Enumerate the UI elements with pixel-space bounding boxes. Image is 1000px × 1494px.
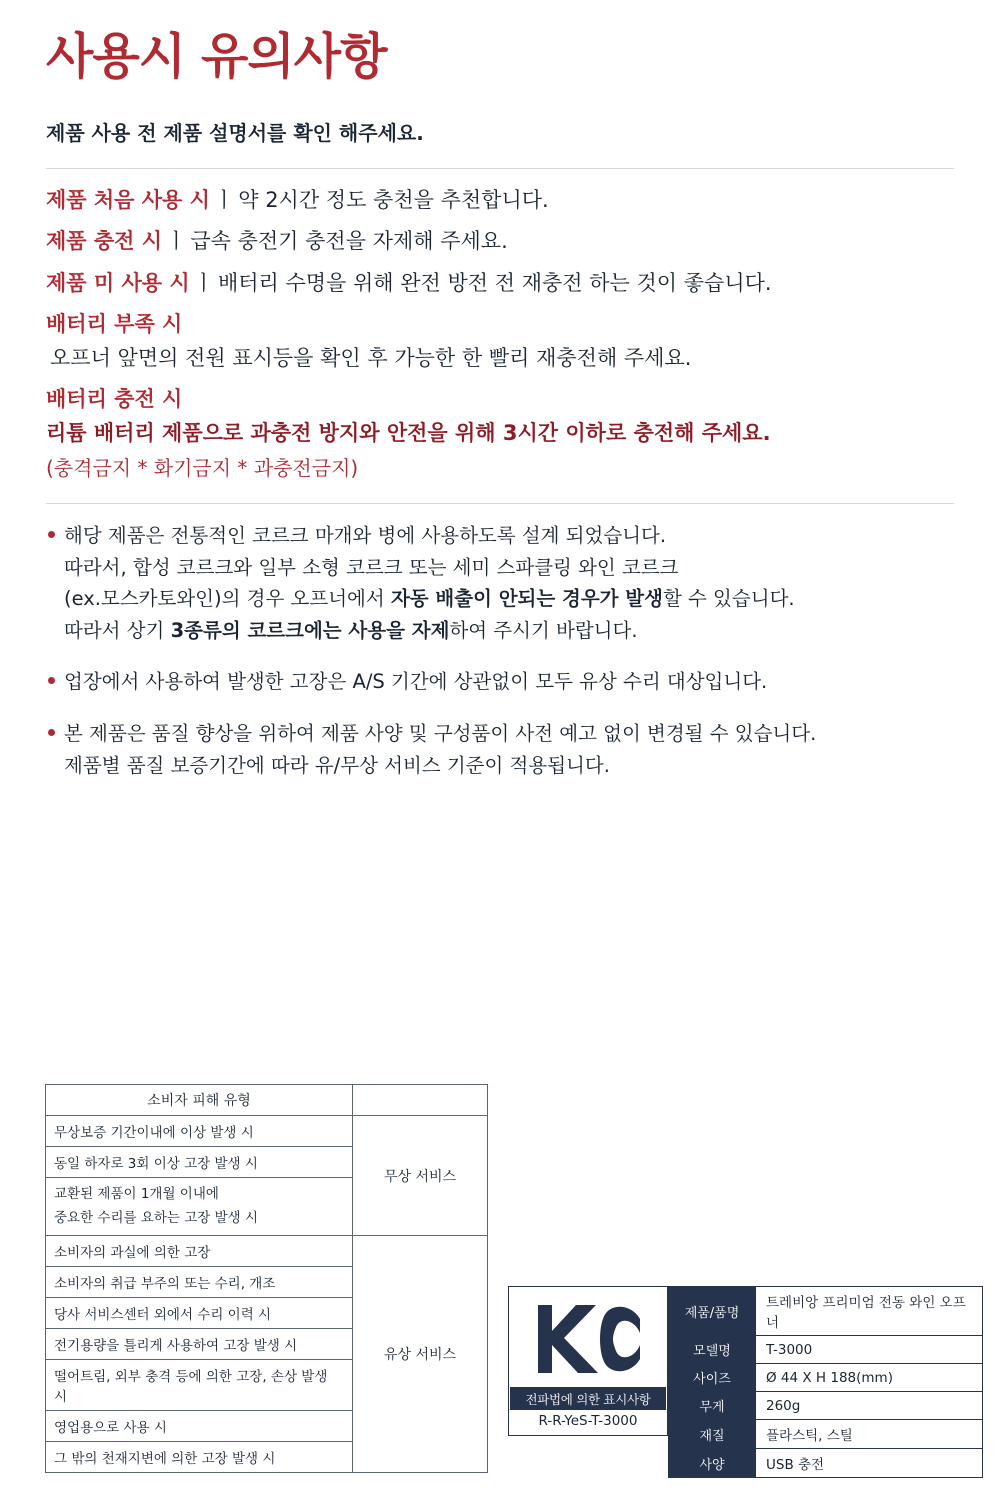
table-cell-line: 교환된 제품이 1개월 이내에 [54,1186,219,1202]
bullet-line: 해당 제품은 전통적인 코르크 마개와 병에 사용하도록 설계 되었습니다. [64,524,667,548]
bullet-line-pre: (ex.모스카토와인)의 경우 오프너에서 [64,587,391,611]
kc-mark-icon [509,1295,667,1383]
notice-row [46,268,954,298]
list-item [46,718,954,781]
notice-label: 제품 미 사용 시 [46,270,190,295]
bullet-line: 본 제품은 품질 향상을 위하여 제품 사양 및 구성품이 사전 예고 없이 변경될 수 있습니다. [64,722,817,745]
bullet-line: 제품별 품질 보증기간에 따라 유/무상 서비스 기준이 적용됩니다. [64,753,610,777]
bullet-line-post: 할 수 있습니다. [662,587,795,611]
list-item [46,520,954,646]
table-row [669,1420,983,1449]
spec-key: 사양 [669,1449,756,1478]
spec-key: 모델명 [669,1336,756,1364]
notice-text: 급속 충전기 충전을 자제해 주세요. [190,229,508,254]
table-cell-empty [353,1085,488,1116]
notice-text: 약 2시간 정도 충천을 추천합니다. [238,187,549,212]
notice-separator: ㅣ [193,270,214,295]
spec-value: T-3000 [756,1336,983,1364]
consumer-damage-table [45,1084,488,1473]
spec-key: 제품/품명 [669,1287,756,1336]
notice-list [46,185,954,483]
spec-table [668,1286,983,1478]
battery-low-heading: 배터리 부족 시 [46,312,183,337]
table-row [46,1236,488,1267]
table-header-damage-type: 소비자 피해 유형 [46,1085,353,1116]
spec-value: 260g [756,1392,983,1420]
table-cell-damage-item-multiline [46,1178,353,1236]
kc-bar-label: 전파법에 의한 표시사항 [510,1387,666,1410]
bullet-line-post: 하여 주시기 바랍니다. [449,618,638,642]
table-row [669,1392,983,1420]
notice-separator: ㅣ [213,187,235,212]
table-cell-damage-item: 소비자의 과실에 의한 고장 [46,1236,353,1267]
kc-code: R-R-YeS-T-3000 [538,1413,638,1429]
table-cell-damage-item: 당사 서비스센터 외에서 수리 이력 시 [46,1298,353,1329]
bullet-line-pre: 따라서 상기 [64,618,171,642]
notice-row [46,185,954,215]
spec-value: 트레비앙 프리미엄 전동 와인 오프너 [756,1287,983,1336]
table-row [669,1287,983,1336]
table-cell-damage-item: 무상보증 기간이내에 이상 발생 시 [46,1116,353,1147]
bullet-line-bold: 3종류의 코르크에는 사용을 자제 [170,618,450,642]
bullet-line-bold: 자동 배출이 안되는 경우가 발생 [390,587,663,611]
spec-key: 사이즈 [669,1364,756,1392]
divider-middle [46,503,954,504]
spec-value: USB 충전 [756,1449,983,1478]
table-cell-damage-item: 소비자의 취급 부주의 또는 수리, 개조 [46,1267,353,1298]
kc-certification-box [508,1286,668,1436]
bullet-line: 업장에서 사용하여 발생한 고장은 A/S 기간에 상관없이 모두 유상 수리 대상입니다. [64,670,768,694]
table-row [46,1116,488,1147]
table-cell-paid-service: 유상 서비스 [353,1236,488,1473]
notice-row [46,226,954,256]
battery-charge-warning: 리튬 배터리 제품으로 과충전 방지와 안전을 위해 3시간 이하로 충전해 주세요. [46,420,771,445]
page-subtitle: 제품 사용 전 제품 설명서를 확인 해주세요. [46,120,424,145]
battery-charge-heading: 배터리 충전 시 [46,387,183,412]
table-row [669,1364,983,1392]
table-cell-free-service: 무상 서비스 [353,1116,488,1236]
divider-top [46,168,954,169]
notice-label: 제품 충전 시 [46,229,163,254]
list-item [46,666,954,698]
bullet-line [64,615,954,647]
bottom-section [0,1068,1000,1494]
table-cell-damage-item: 영업용으로 사용 시 [46,1411,353,1442]
page-title: 사용시 유의사항 [46,28,387,85]
battery-low-text: 오프너 앞면의 전원 표시등을 확인 후 가능한 한 빨리 재충전해 주세요. [50,345,692,370]
notice-label: 제품 처음 사용 시 [46,187,210,212]
table-cell-damage-item: 동일 하자로 3회 이상 고장 발생 시 [46,1147,353,1178]
bullet-line: 따라서, 합성 코르크와 일부 소형 코르크 또는 세미 스파클링 와인 코르크 [64,555,679,579]
spec-key: 재질 [669,1420,756,1449]
table-cell-line: 중요한 수리를 요하는 고장 발생 시 [54,1209,259,1226]
table-row [669,1449,983,1478]
notice-page [0,28,1000,1494]
notice-text: 배터리 수명을 위해 완전 방전 전 재충전 하는 것이 좋습니다. [217,270,772,295]
table-row [46,1085,488,1116]
bullet-line [64,583,954,615]
table-cell-damage-item: 그 밖의 천재지변에 의한 고장 발생 시 [46,1442,353,1473]
battery-charge-prohibitions: (충격금지 * 화기금지 * 과충전금지) [46,456,359,481]
spec-value: Ø 44 X H 188(mm) [756,1364,983,1392]
notice-separator: ㅣ [166,229,187,254]
bullet-list [46,520,954,781]
table-cell-damage-item: 전기용량을 틀리게 사용하여 고장 발생 시 [46,1329,353,1360]
table-row [669,1336,983,1364]
table-cell-damage-item: 떨어트림, 외부 충격 등에 의한 고장, 손상 발생 시 [46,1360,353,1411]
spec-value: 플라스틱, 스틸 [756,1420,983,1449]
spec-key: 무게 [669,1392,756,1420]
